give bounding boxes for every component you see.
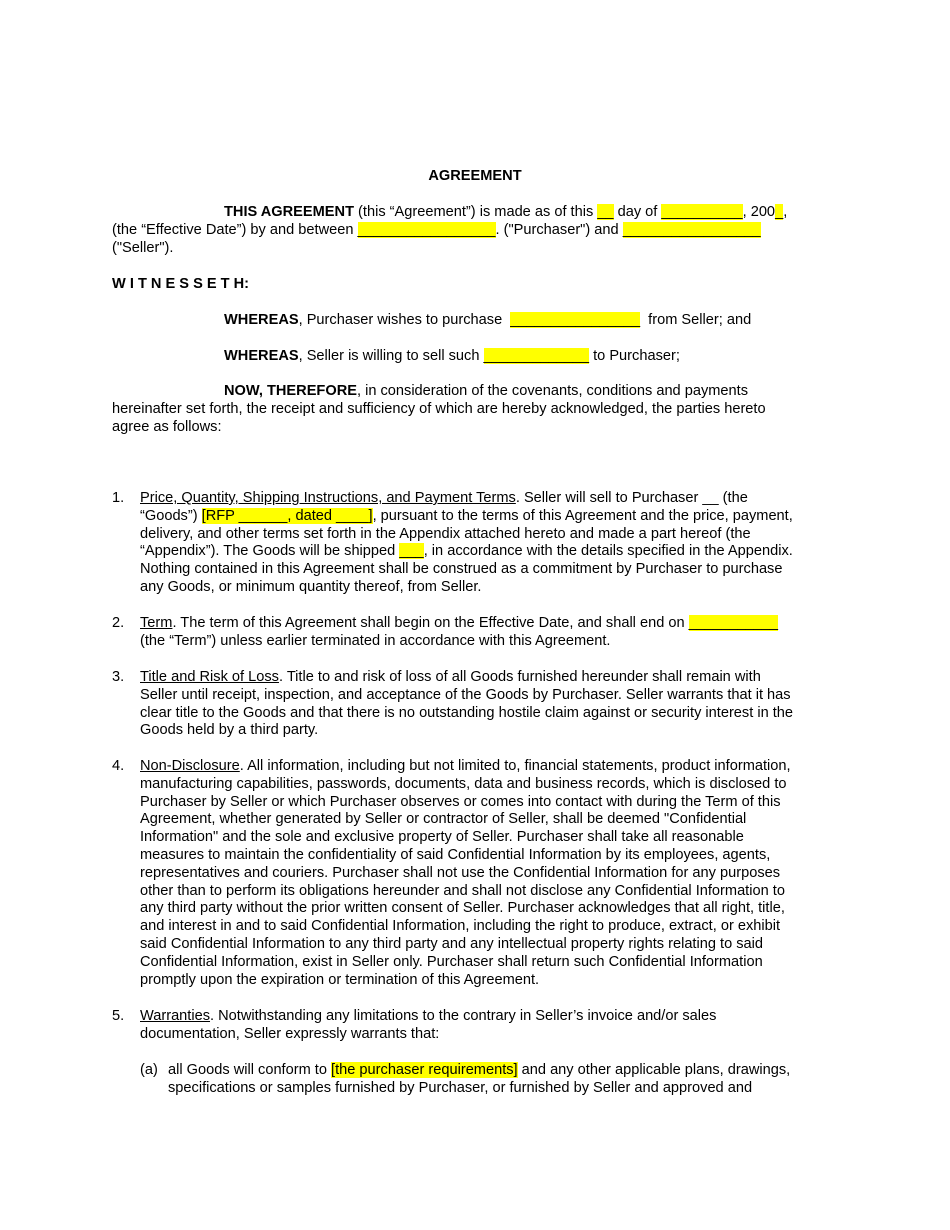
section-heading: Term [140, 615, 173, 631]
section-text: . The term of this Agreement shall begin on the Effective Date, and shall end on [172, 615, 689, 631]
whereas-label: WHEREAS [224, 312, 299, 328]
goods-blank-field-2[interactable]: _____________ [483, 348, 590, 364]
section-text: “Appendix”). The Goods will be shipped [140, 543, 400, 560]
section-text: documentation, Seller expressly warrants that: [140, 1025, 440, 1042]
intro-text: (the “Effective Date”) by and between [112, 221, 358, 238]
whereas-text: , Seller is willing to sell such [298, 348, 484, 364]
intro-text: (this “Agreement”) is made as of this [354, 204, 598, 220]
ship-blank-field[interactable]: ___ [399, 543, 424, 560]
section-heading: Price, Quantity, Shipping Instructions, and Payment Terms [140, 490, 516, 506]
now-therefore-text: , in consideration of the covenants, conditions and payments [356, 383, 748, 399]
section-text: any third party without the prior written consent of Seller. Purchaser acknowledges that all right, title, [140, 900, 785, 917]
section-text: measures to maintain the confidentiality of said Confidential Information by its employees, agents, [140, 846, 771, 863]
section-warranties [140, 1008, 860, 1044]
whereas-text: , Purchaser wishes to purchase [298, 312, 507, 328]
warranty-text: specifications or samples furnished by Purchaser, or furnished by Seller and approved and [168, 1079, 753, 1096]
section-text: delivery, and other terms set forth in the Appendix attached hereto and made a part hereof (the [140, 525, 751, 542]
section-text: and interest in and to said Confidential Information, including the right to produce, extract, or exhibit [140, 918, 781, 935]
whereas-label: WHEREAS [224, 348, 299, 364]
section-number: 3. [112, 669, 125, 685]
section-text: . Seller will sell to Purchaser __ (the [515, 490, 748, 506]
subsection-label: (a) [140, 1062, 158, 1078]
section-title-risk [140, 669, 860, 740]
section-text: , pursuant to the terms of this Agreement and the price, payment, [372, 507, 793, 524]
section-price-quantity [140, 490, 860, 597]
month-blank-field[interactable]: __________ [661, 204, 743, 220]
section-text: . Notwithstanding any limitations to the contrary in Seller’s invoice and/or sales [210, 1008, 717, 1024]
section-text: representatives and couriers. Purchaser shall not use the Confidential Information for any purposes [140, 864, 781, 881]
section-text: . All information, including but not limited to, financial statements, product information, [239, 758, 791, 774]
section-term [140, 615, 860, 651]
document-title: AGREEMENT [428, 168, 522, 184]
whereas-clause-1 [224, 312, 751, 330]
section-text: Purchaser by Seller or which Purchaser observes or comes into contact with during the Term of this [140, 793, 781, 810]
term-end-blank-field[interactable]: ___________ [688, 615, 778, 631]
intro-text: , [783, 204, 788, 220]
now-therefore-text: hereinafter set forth, the receipt and sufficiency of which are hereby acknowledged, the parties hereto [112, 400, 766, 417]
section-text: Agreement, whether generated by Seller or contractor of Seller, shall be deemed "Confidential [140, 811, 747, 828]
section-heading: Non-Disclosure [140, 758, 240, 774]
seller-blank-field[interactable]: _________________ [622, 221, 761, 238]
intro-lead: THIS AGREEMENT [224, 204, 354, 220]
intro-paragraph [112, 204, 787, 257]
purchaser-blank-field[interactable]: _________________ [357, 221, 496, 238]
intro-text: day of [613, 204, 662, 220]
section-heading: Warranties [140, 1008, 211, 1024]
section-heading: Title and Risk of Loss [140, 669, 279, 685]
section-text: Seller until receipt, inspection, and acceptance of the Goods by Purchaser. Seller warrants that it has [140, 686, 791, 703]
section-text: Nothing contained in this Agreement shall be construed as a commitment by Purchaser to purchase [140, 561, 783, 578]
section-text: Goods held by a third party. [140, 722, 319, 739]
now-therefore-text: agree as follows: [112, 418, 222, 435]
intro-text: . ("Purchaser") and [495, 221, 623, 238]
intro-text: ("Seller"). [112, 239, 174, 256]
section-text: said Confidential Information to any third party and any intellectual property rights relating to said [140, 935, 764, 952]
year-blank-field[interactable]: _ [775, 204, 784, 220]
section-text: . Title to and risk of loss of all Goods furnished hereunder shall remain with [278, 669, 761, 685]
section-number: 5. [112, 1008, 125, 1024]
purchaser-requirements-field[interactable]: [the purchaser requirements] [331, 1062, 518, 1078]
goods-blank-field[interactable]: ________________ [510, 312, 641, 328]
now-therefore-label: NOW, THEREFORE [224, 383, 357, 399]
warranty-item-a [168, 1062, 790, 1098]
section-text: (the “Term”) unless earlier terminated in accordance with this Agreement. [140, 632, 611, 649]
section-text: promptly upon the expiration or termination of this Agreement. [140, 971, 540, 988]
whereas-text: to Purchaser; [589, 348, 680, 364]
now-therefore-clause [112, 383, 766, 436]
section-number: 2. [112, 615, 125, 631]
section-non-disclosure [140, 758, 860, 989]
section-text: clear title to the Goods and that there is no outstanding hostile claim against or security interest in the [140, 704, 794, 721]
warranty-text: and any other applicable plans, drawings, [517, 1062, 791, 1078]
intro-text: , 200 [742, 204, 776, 220]
section-text: Information" and the sole and exclusive property of Seller. Purchaser shall take all reasonable [140, 829, 744, 846]
witnesseth-heading: W I T N E S S E T H: [112, 276, 250, 292]
section-number: 1. [112, 490, 125, 506]
section-text: Confidential Information, exist in Seller only. Purchaser shall return such Confidential Information [140, 953, 763, 970]
section-text: any Goods, or minimum quantity thereof, from Seller. [140, 578, 482, 595]
section-text: “Goods”) [140, 507, 202, 524]
warranty-text: all Goods will conform to [168, 1062, 332, 1078]
day-blank-field[interactable]: __ [597, 204, 614, 220]
section-text: , in accordance with the details specified in the Appendix. [423, 543, 793, 560]
section-text: other than to perform its obligations hereunder and shall not disclose any Confidential Information to [140, 882, 785, 899]
section-text: manufacturing capabilities, passwords, documents, data and business records, which is disclosed to [140, 775, 787, 792]
section-number: 4. [112, 758, 125, 774]
whereas-clause-2 [224, 348, 680, 366]
rfp-blank-field[interactable]: [RFP ______, dated ____] [201, 507, 373, 524]
whereas-text: from Seller; and [644, 312, 752, 328]
